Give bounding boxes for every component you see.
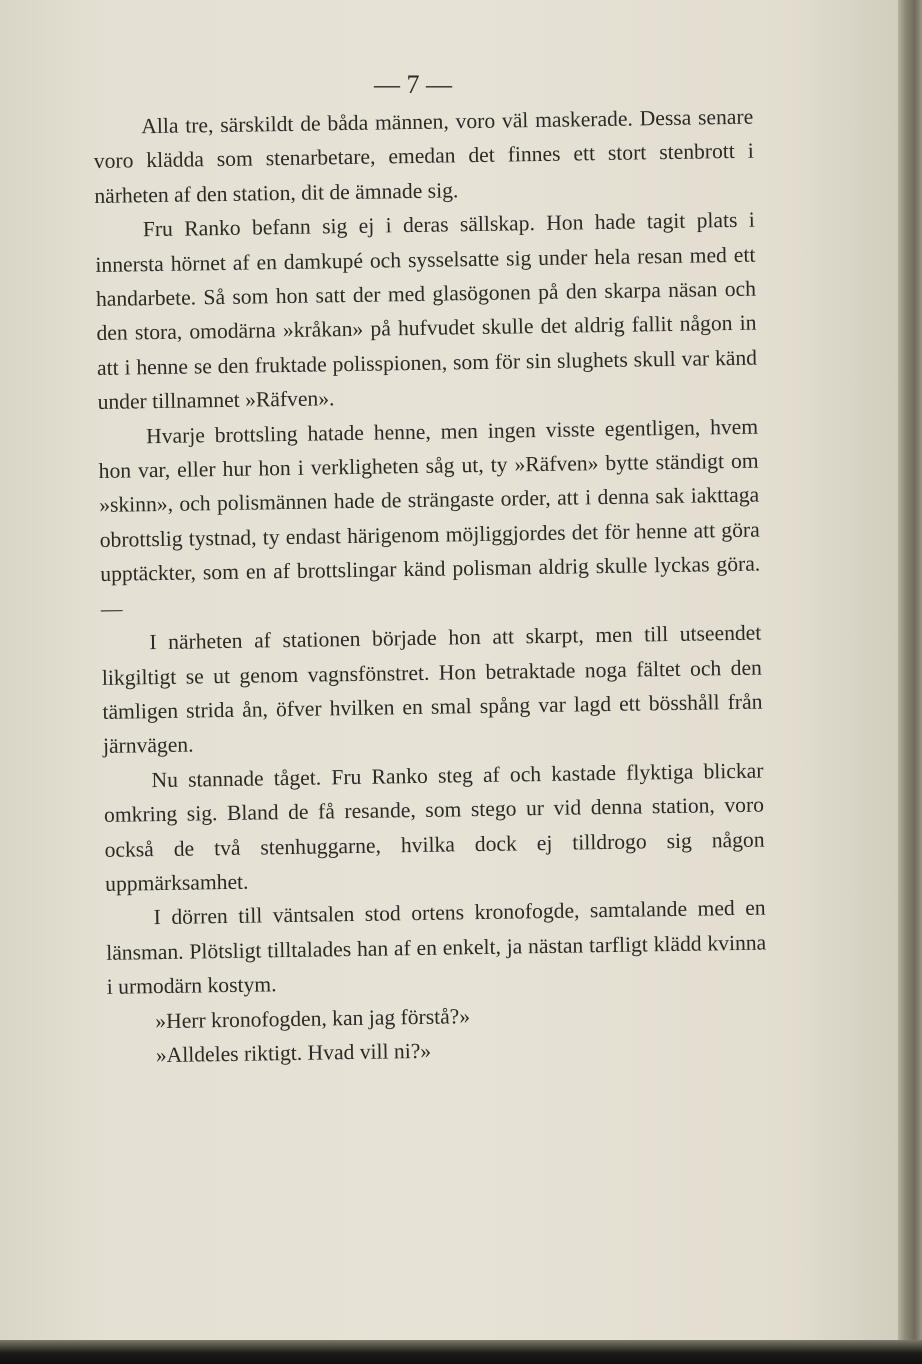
paragraph: »Herr kronofogden, kan jag förstå?» [155, 1003, 471, 1033]
page-number: — 7 — [374, 70, 452, 99]
paragraph: Nu stannade tåget. Fru Ranko steg af och kastade flyktiga blickar omkring sig. Bland de få resande, som stego ur vid denna station, voro också de två stenhuggarne, hvilka dock ej tilldrogo sig någon uppmärksamhet. [103, 758, 765, 896]
book-spine-edge [898, 0, 922, 1340]
text-body [93, 100, 768, 1074]
paragraph: Alla tre, särskildt de båda männen, voro väl maskerade. Dessa senare voro klädda som stenarbetare, emedan det finnes ett stort stenbrott i närheten af den station, dit de ämnade sig. [93, 104, 754, 208]
paragraph: I dörren till väntsalen stod ortens kronofogde, samtalande med en länsman. Plötsligt tilltalades han af en enkelt, ja nästan tarfligt klädd kvinna i urmodärn kostym. [106, 895, 767, 1000]
paragraph: I närheten af stationen började hon att skarpt, men till utseendet likgiltigt se ut genom vagnsfönstret. Hon betraktade noga fältet och den tämligen strida ån, öfver hvilken en smal spång var lagd ett bösshåll från järnvägen. [101, 620, 763, 759]
paragraph: Hvarje brottsling hatade henne, men ingen visste egentligen, hvem hon var, eller hur hon i verkligheten såg ut, ty »Räfven» bytte ständigt om »skinn», och polismännen hade de strängaste order, att i denna sak iakttaga obrottslig tystnad, ty endast härigenom möjliggjordes det för henne att göra upptäckter, som en af brottslingar känd polisman aldrig skulle lyckas göra. — [98, 414, 761, 621]
scan-bottom-edge [0, 1340, 922, 1364]
paragraph: Fru Ranko befann sig ej i deras sällskap. Hon hade tagit plats i innersta hörnet af en damkupé och sysselsatte sig under hela resan med ett handarbete. Så som hon satt der med glasögonen på den skarpa näsan och den stora, omodärna »kråkan» på hufvudet skulle det aldrig fallit någon in att i henne se den fruktade polisspionen, som för sin slughets skull var känd under tillnamnet »Räfven». [95, 207, 758, 415]
paragraph: »Alldeles riktigt. Hvad vill ni?» [155, 1038, 432, 1068]
